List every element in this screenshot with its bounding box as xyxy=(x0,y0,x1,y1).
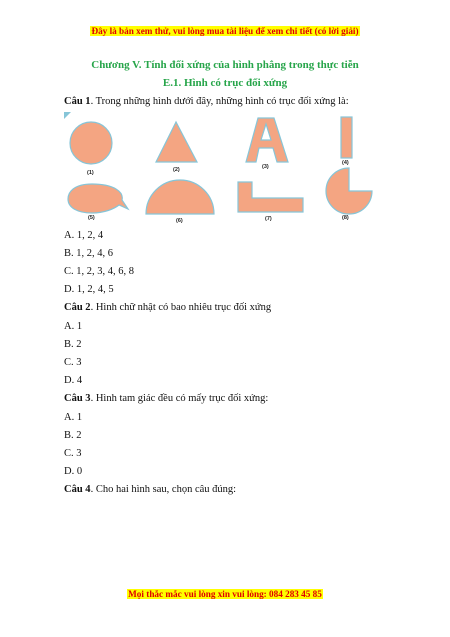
shape-label-2: (2) xyxy=(173,167,180,173)
shape-6-semicircle xyxy=(146,180,214,214)
shapes-svg xyxy=(64,112,384,227)
shape-8-three-quarter-circle xyxy=(326,168,372,214)
shape-3-letter-a xyxy=(246,118,288,162)
shape-7-l-shape xyxy=(238,182,303,212)
shape-1-circle xyxy=(70,122,112,164)
preview-banner-text: Đây là bản xem thử, vui lòng mua tài liệu để xem chi tiết (có lời giải) xyxy=(91,26,359,36)
question-2-label: Câu 2 xyxy=(64,302,91,313)
question-2-text: . Hình chữ nhật có bao nhiêu trục đối xứng xyxy=(90,302,272,313)
shape-label-3: (3) xyxy=(262,164,269,170)
q2-option-d: D. 4 xyxy=(64,375,83,386)
shapes-figure xyxy=(64,112,384,227)
question-2 xyxy=(64,302,271,313)
section-title: E.1. Hình có trục đối xứng xyxy=(162,77,288,89)
contact-banner-text: Mọi thắc mắc vui lòng xin vui lòng: 084 283 45 85 xyxy=(128,589,322,599)
shape-label-4: (4) xyxy=(342,160,349,166)
question-1-label: Câu 1 xyxy=(64,96,91,107)
contact-banner xyxy=(0,589,450,599)
shape-label-6: (6) xyxy=(176,218,183,224)
question-1 xyxy=(64,96,349,107)
question-1-text: . Trong những hình dưới đây, những hình có trục đối xứng là: xyxy=(90,96,349,107)
question-4 xyxy=(64,484,236,495)
question-3 xyxy=(64,393,268,404)
shape-label-5: (5) xyxy=(88,215,95,221)
shape-4-bar xyxy=(341,117,352,158)
shape-label-7: (7) xyxy=(265,216,272,222)
q1-option-d: D. 1, 2, 4, 5 xyxy=(64,284,114,295)
q3-option-d: D. 0 xyxy=(64,466,83,477)
q2-option-b: B. 2 xyxy=(64,339,82,350)
q1-option-a: A. 1, 2, 4 xyxy=(64,230,104,241)
chapter-title: Chương V. Tính đối xứng của hình phẳng trong thực tiễn xyxy=(91,59,359,71)
q1-option-b: B. 1, 2, 4, 6 xyxy=(64,248,114,259)
q3-option-a: A. 1 xyxy=(64,412,83,423)
preview-banner xyxy=(0,26,450,36)
shape-2-triangle xyxy=(156,122,197,162)
shape-label-1: (1) xyxy=(87,170,94,176)
shape-label-8: (8) xyxy=(342,215,349,221)
q2-option-a: A. 1 xyxy=(64,321,83,332)
corner-mark xyxy=(64,112,71,119)
question-3-text: . Hình tam giác đều có mấy trục đối xứng: xyxy=(90,393,269,404)
q3-option-c: C. 3 xyxy=(64,448,82,459)
q2-option-c: C. 3 xyxy=(64,357,82,368)
question-4-text: . Cho hai hình sau, chọn câu đúng: xyxy=(90,484,237,495)
question-3-label: Câu 3 xyxy=(64,393,91,404)
q3-option-b: B. 2 xyxy=(64,430,82,441)
shape-5-bubble xyxy=(68,184,128,213)
q1-option-c: C. 1, 2, 3, 4, 6, 8 xyxy=(64,266,135,277)
question-4-label: Câu 4 xyxy=(64,484,91,495)
